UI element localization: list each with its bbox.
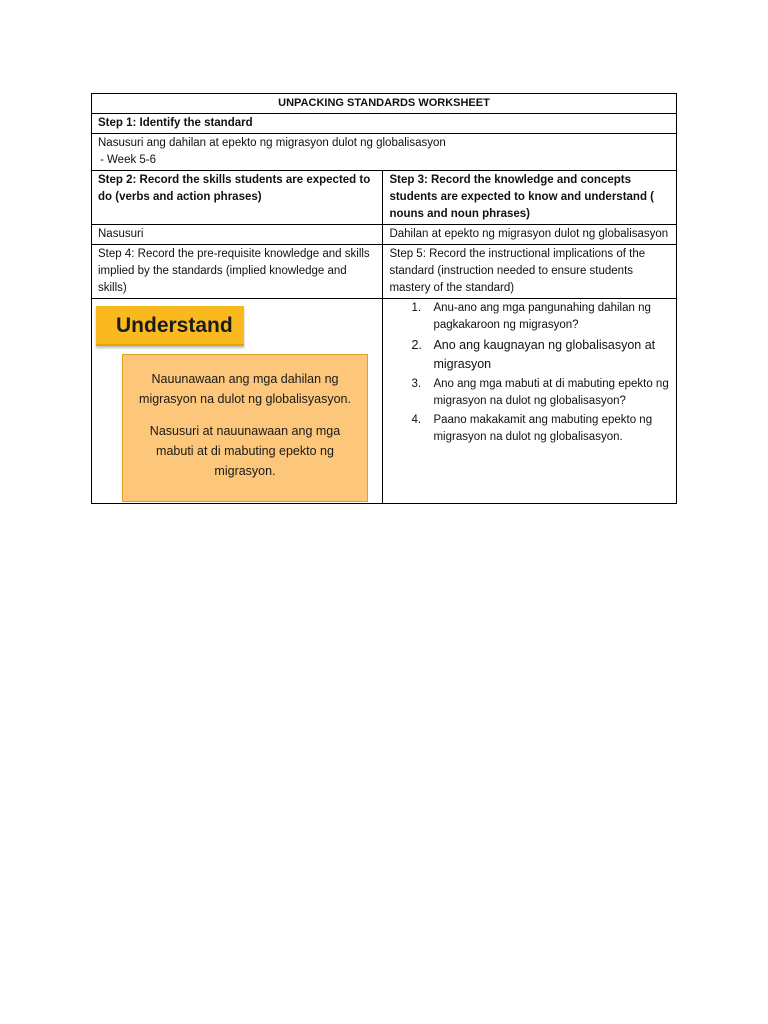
understand-box: [122, 354, 368, 502]
step2-answer: Nasusuri: [92, 225, 383, 245]
standard-week: - Week 5-6: [100, 154, 157, 166]
implications-list: [389, 300, 670, 446]
implication-item: Ano ang mga mabuti at di mabuting epekto ng migrasyon na dulot ng globalisasyon?: [433, 378, 669, 407]
unpacking-standards-table: [91, 93, 677, 504]
step3-label: Step 3: Record the knowledge and concepts students are expected to know and understand ( nouns and noun phrases): [383, 171, 677, 225]
step1-standard-cell: [92, 134, 677, 171]
worksheet-title: UNPACKING STANDARDS WORKSHEET: [92, 94, 677, 114]
step5-label: Step 5: Record the instructional implications of the standard (instruction needed to ensure students mastery of the standard): [383, 245, 677, 299]
step4-label: Step 4: Record the pre-requisite knowledge and skills implied by the standards (implied knowledge and skills): [92, 245, 383, 299]
understand-box-line: Nasusuri at nauunawaan ang mga mabuti at di mabuting epekto ng migrasyon.: [149, 424, 341, 478]
step1-label: Step 1: Identify the standard: [92, 114, 677, 134]
step2-label: Step 2: Record the skills students are expected to do (verbs and action phrases): [92, 171, 383, 225]
implication-item: Paano makakamit ang mabuting epekto ng migrasyon na dulot ng globalisasyon.: [433, 414, 653, 443]
understand-banner: Understand: [96, 306, 244, 346]
step4-content-cell: [92, 299, 383, 504]
implication-item: Anu-ano ang mga pangunahing dahilan ng pagkakaroon ng migrasyon?: [433, 302, 651, 331]
standard-text: Nasusuri ang dahilan at epekto ng migrasyon dulot ng globalisasyon: [98, 137, 446, 149]
implication-item: Ano ang kaugnayan ng globalisasyon at migrasyon: [433, 338, 656, 371]
step3-answer: Dahilan at epekto ng migrasyon dulot ng globalisasyon: [383, 225, 677, 245]
step5-content-cell: [383, 299, 677, 504]
understand-box-line: Nauunawaan ang mga dahilan ng migrasyon na dulot ng globalisyasyon.: [139, 372, 351, 406]
